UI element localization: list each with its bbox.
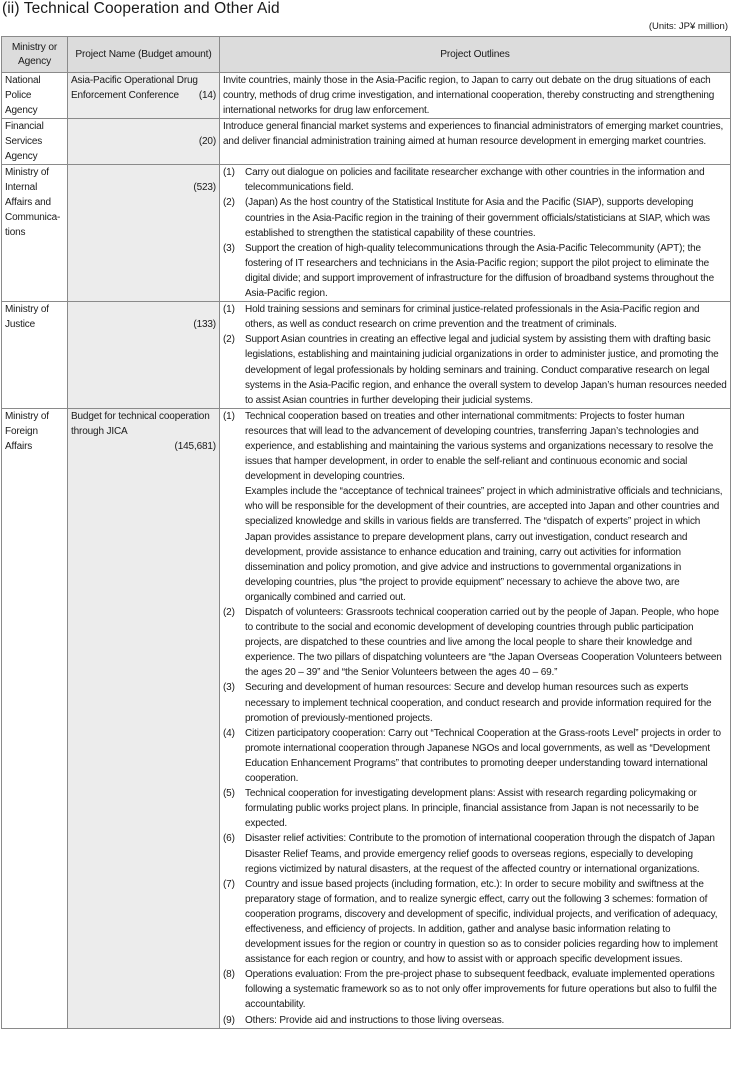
list-item: (2) Support Asian countries in creating an effective legal and judicial system by assisting them with drafting basic legislations, establishing and maintaining judicial organizations in order to administer justice, and promoting the development of legal professionals by holding seminars and training. Conduct comparative research on legal systems in the Asia-Pacific region, and enhance the overall system to develop Japan’s human resources needed to assist Asian countries in further developing their judicial systems. xyxy=(223,334,727,406)
project-cell xyxy=(68,119,220,165)
project-name: Asia-Pacific Operational Drug Enforcement Conference (14) xyxy=(71,73,216,103)
budget-amount: (14) xyxy=(198,90,216,102)
outline-cell: Invite countries, mainly those in the Asia-Pacific region, to Japan to carry out debate on the drug situations of each country, methods of drug crime investigation, and international cooperation, thereby constructing and strengthening international networks for drug law enforcement. xyxy=(220,73,731,119)
list-item: (1) Carry out dialogue on policies and facilitate researcher exchange with other countries in the information and telecommunications field. xyxy=(223,167,705,194)
list-item: (9) Others: Provide aid and instructions to those living overseas. xyxy=(223,1014,505,1026)
outline-cell xyxy=(220,408,731,1028)
table-row xyxy=(2,165,731,302)
list-item: (3) Support the creation of high-quality telecommunications through the Asia-Pacific Telecommunity (APT); the fostering of IT researchers and technicians in the Asia-Pacific region; support the pilot project to eliminate the digital divide; and support improvement of infrastructure for the diffusion of broadband systems throughout the Asia-Pacific region. xyxy=(223,242,715,300)
ministry-cell: Ministry of Foreign Affairs xyxy=(2,408,68,1028)
list-item: (4) Citizen participatory cooperation: Carry out “Technical Cooperation at the Grass-roots Level” projects in order to promote international cooperation through Japanese NGOs and local governments, as well as “Development Education Enhancement Programs” that contributes to promoting deeper understanding toward international cooperation. xyxy=(223,727,721,785)
ministry-cell: Ministry of Justice xyxy=(2,302,68,409)
ministry-cell: Financial Services Agency xyxy=(2,119,68,165)
list-item: (8) Operations evaluation: From the pre-project phase to subsequent feedback, evaluate implemented operations following a systematic framework so as to not only offer improvements for future operations but also to fulfil the accountability. xyxy=(223,969,717,1011)
table-row xyxy=(2,302,731,409)
header-outlines: Project Outlines xyxy=(220,37,731,73)
list-item: (3) Securing and development of human resources: Secure and develop human resources such as experts necessary to implement technical cooperation, and conduct research and provide information required for the promotion of previously-mentioned projects. xyxy=(223,682,712,724)
list-item: (7) Country and issue based projects (including formation, etc.): In order to secure mobility and swiftness at the preparatory stage of formation, and to realize synergic effect, carry out the following 3 schemes: formation of cooperation programs, discovery and development of specific, individual projects, and verification of adequacy, effectiveness, and efficiency of projects. In addition, gather and analyse basic information relating to development issues for the region or country in question so as to consider policies regarding how to implement assistance for each region or country, and how to assist with or approach specific development issues. xyxy=(223,878,718,966)
aid-table xyxy=(1,36,731,1029)
project-cell xyxy=(68,302,220,409)
project-name: Budget for technical cooperation through JICA xyxy=(71,410,210,437)
budget-amount: (20) xyxy=(198,136,216,148)
list-item: (2) Dispatch of volunteers: Grassroots technical cooperation carried out by the people of Japan. People, who hope to contribute to the social and economic development of developing countries through public participation projects, are dispatched to these countries and live among the local people to share their knowledge and experience. The two pillars of dispatching volunteers are “the Japan Overseas Cooperation Volunteers between the ages 20 – 39” and “the Senior Volunteers between the ages 40 – 69.” xyxy=(223,607,722,679)
outline-cell xyxy=(220,165,731,302)
outline-cell xyxy=(220,302,731,409)
header-ministry: Ministry or Agency xyxy=(2,37,68,73)
ministry-cell: National Police Agency xyxy=(2,73,68,119)
table-row xyxy=(2,119,731,165)
list-item: (1) Technical cooperation based on treaties and other international commitments: Projects to foster human resources that will lead to the advancement of developing countries, transferring Japan’s technologies and experience, and establishing and maintaining the various systems and organizations necessary to resolve the issues that hamper development, in order to enable the self-reliant and continuous economic and social development in developing countries. Examples include the “acceptance of technical trainees” project in which administrative officials and technicians, who will be responsible for the development of their countries, are accepted into Japan and other countries and specialized knowledge and skills in various fields are transferred. The “dispatch of experts” project in which Japan provides assistance to prepare development plans, carry out investigation, conduct research and development, provide assistance to enhance education and training, carry out activities for information dissemination and policy promotion, and give advice and instructions to governmental organizations in developing countries, plus “the project to provide equipment” necessary to achieve the above two, are organically combined and carried out. xyxy=(223,410,723,603)
table-row xyxy=(2,408,731,1028)
table-row xyxy=(2,73,731,119)
list-item: (1) Hold training sessions and seminars for criminal justice-related professionals in the Asia-Pacific region and others, as well as conduct research on crime prevention and the treatment of criminals. xyxy=(223,304,700,331)
project-cell xyxy=(68,73,220,119)
list-item: (2) (Japan) As the host country of the Statistical Institute for Asia and the Pacific (SIAP), supports developing countries in the Asia-Pacific region in the training of their government officials/statisticians at SIAP, which was established to strengthen the statistical capability of these countries. xyxy=(223,197,710,239)
ministry-cell: Ministry of Internal Affairs and Communica-tions xyxy=(2,165,68,302)
list-item: (5) Technical cooperation for investigating development plans: Assist with research regarding policymaking or formulating public works project plans. In principle, financial assistance from Japan is not necessarily to be expected. xyxy=(223,788,699,830)
section-title: (ii) Technical Cooperation and Other Aid xyxy=(2,0,280,17)
list-item: (6) Disaster relief activities: Contribute to the promotion of international cooperation through the dispatch of Japan Disaster Relief Teams, and provide emergency relief goods to overseas regions, especially to developing regions victimized by natural disasters, at the request of the affected country or international organizations. xyxy=(223,833,715,875)
header-row xyxy=(2,37,731,73)
budget-amount: (133) xyxy=(193,319,216,331)
units-note: (Units: JP¥ million) xyxy=(648,21,728,32)
budget-amount: (145,681) xyxy=(174,440,216,452)
project-cell xyxy=(68,165,220,302)
project-cell xyxy=(68,408,220,1028)
header-project: Project Name (Budget amount) xyxy=(68,37,220,73)
outline-cell: Introduce general financial market systems and experiences to financial administrators of emerging market countries, and deliver financial administration training aimed at human resource development in emerging market countries. xyxy=(220,119,731,165)
budget-amount: (523) xyxy=(193,182,216,194)
